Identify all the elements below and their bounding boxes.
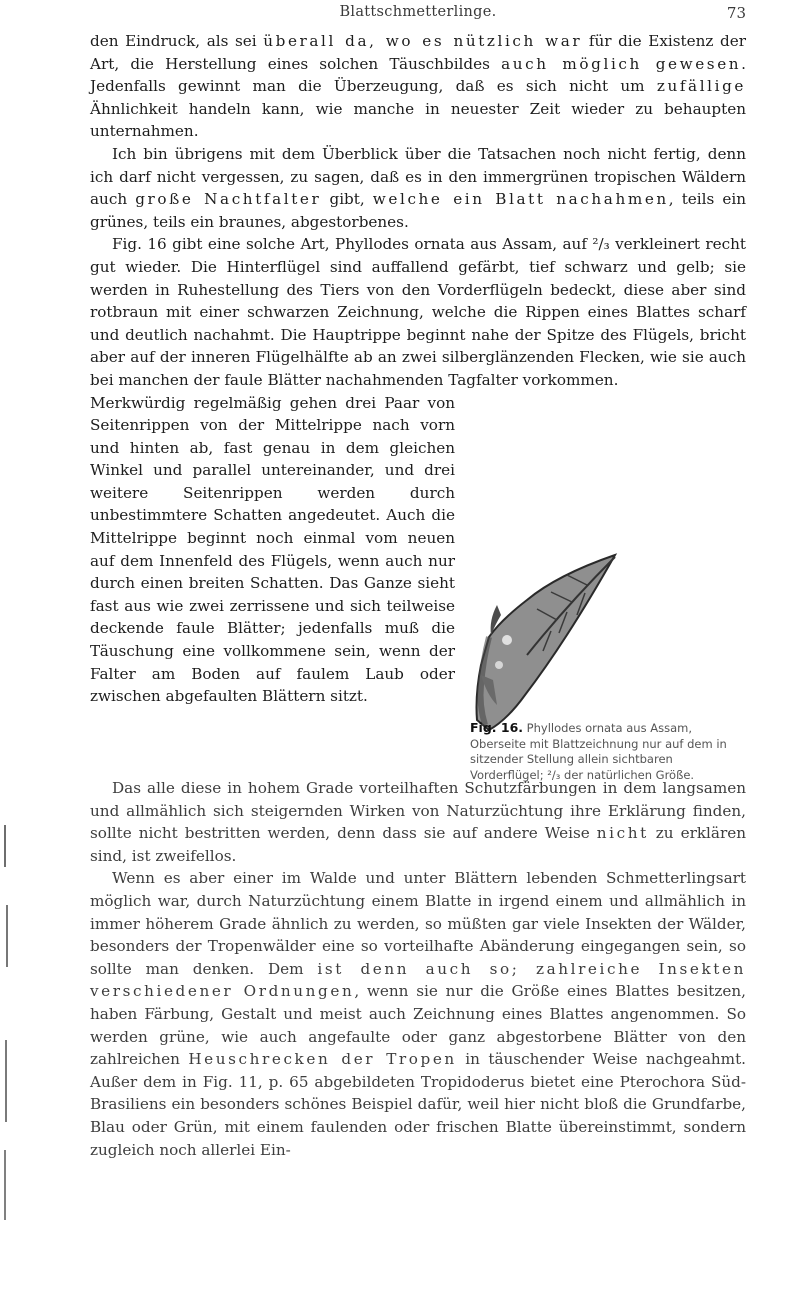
spaced-emphasis: ist denn auch so; zahlreiche Insekten verschiedener Ordnungen (90, 959, 746, 1001)
page-header (90, 4, 746, 26)
silver-spot (502, 635, 512, 645)
figure-label: Fig. 16. (470, 720, 524, 735)
spaced-emphasis: überall da, wo es nützlich war (263, 32, 583, 50)
scan-margin-marks (0, 0, 30, 1304)
paragraph-1: den Eindruck, als sei überall da, wo es nützlich war für die Existenz der Art, die Herstellung eines solchen Täuschbildes auch möglich gewesen. Jedenfalls gewinnt man die Überzeugung, daß es sich nicht um zufällige Ähnlichkeit handeln kann, wie manche in neuester Zeit wieder zu behaupten unternahmen. (90, 32, 746, 141)
body-text-lower (90, 777, 746, 1161)
spaced-emphasis: auch möglich gewesen (501, 54, 742, 73)
figure-caption: Fig. 16. Phyllodes ornata aus Assam, Oberseite mit Blattzeichnung nur auf dem in sitzender Stellung allein sichtbaren Vorderflügel; ²/₃ der natürlichen Größe. (470, 720, 727, 782)
spaced-emphasis: zufällige (656, 77, 746, 96)
page-number: 73 (726, 4, 746, 22)
paragraph-3-wrapped: Merkwürdig regelmäßig gehen drei Paar von Seitenrippen von der Mittelrippe nach vorn und hinten ab, fast genau in dem gleichen Winkel und parallel untereinander, und drei weitere Seitenrippen werden durch unbestimmtere Schatten angedeutet. Auch die Mittelrippe beginnt noch einmal vom neuen auf dem Innenfeld des Flügels, wenn auch nur durch einen breiten Schatten. Das Ganze sieht fast aus wie zwei zerrissene und sich teilweise deckende faule Blätter; jedenfalls muß die Täuschung eine vollkommene sein, wenn der Falter am Boden auf faulem Laub oder zwischen abgefaulten Blättern sitzt. (90, 393, 455, 706)
silver-spot (495, 661, 503, 669)
paragraph-2: Ich bin übrigens mit dem Überblick über die Tatsachen noch nicht fertig, denn ich darf nicht vergessen, zu sagen, daß es in den immergrünen tropischen Wäldern auch große Nachtfalter gibt, welche ein Blatt nachahmen, teils ein grünes, teils ein braunes, abgestorbenes. (90, 144, 747, 231)
spaced-emphasis: nicht (596, 824, 649, 843)
spaced-emphasis: große Nachtfalter (135, 190, 322, 209)
paragraph-3: Fig. 16 gibt eine solche Art, Phyllodes ornata aus Assam, auf ²/₃ verkleinert recht gut wieder. Die Hinterflügel sind auffallend gefärbt, tief schwarz und gelb; sie werden in Ruhestellung des Tiers von den Vorderflügeln bedeckt, diese aber sind rotbraun mit einer schwarzen Zeichnung, welche die Rippen eines Blattes scharf und deutlich nachahmt. Die Hauptrippe beginnt nahe der Spitze des Flügels, bricht aber auf der inneren Flügelhälfte ab an zwei silberglänzenden Flecken, wie sie auch bei manchen der faule Blätter nachahmenden Tagfalter vorkommen. (90, 235, 746, 389)
moth-illustration (477, 555, 616, 730)
paragraph-5: Wenn es aber einer im Walde und unter Blättern lebenden Schmetterlingsart möglich war, durch Naturzüchtung einem Blatte in irgend einem und allmählich in immer höherem Grade ähnlich zu werden, so müßten gar viele Insekten der Wälder, besonders der Tropenwälder eine so vorteilhafte Abänderung eingegangen sein, so sollte man denken. Dem ist denn auch so; zahlreiche Insekten verschiedener Ordnungen, wenn sie nur die Größe eines Blattes besitzen, haben Färbung, Gestalt und meist auch Zeichnung eines Blattes angenommen. So werden grüne, wie auch angefaulte oder ganz abgestorbene Blätter von den zahlreichen Heuschrecken der Tropen in täuschender Weise nachgeahmt. Außer dem in Fig. 11, p. 65 abgebildeten Tropidoderus bietet eine Pterochora Süd-Brasiliens ein besonders schönes Beispiel dafür, weil hier nicht bloß die Grundfarbe, Blau oder Grün, mit einem faulenden oder frischen Blatte übereinstimmt, sondern zugleich noch allerlei Ein- (90, 869, 747, 1159)
running-head: Blattschmetterlinge. (339, 4, 497, 20)
spaced-emphasis: Heuschrecken der Tropen (188, 1050, 457, 1069)
paragraph-4: Das alle diese in hohem Grade vorteilhaften Schutzfärbungen in dem langsamen und allmählich sich steigernden Wirken von Naturzüchtung ihre Erklärung finden, sollte nicht bestritten werden, denn dass sie auf andere Weise nicht zu erklären sind, ist zweifellos. (90, 779, 746, 865)
spaced-emphasis: welche ein Blatt nachahmen (372, 190, 669, 209)
